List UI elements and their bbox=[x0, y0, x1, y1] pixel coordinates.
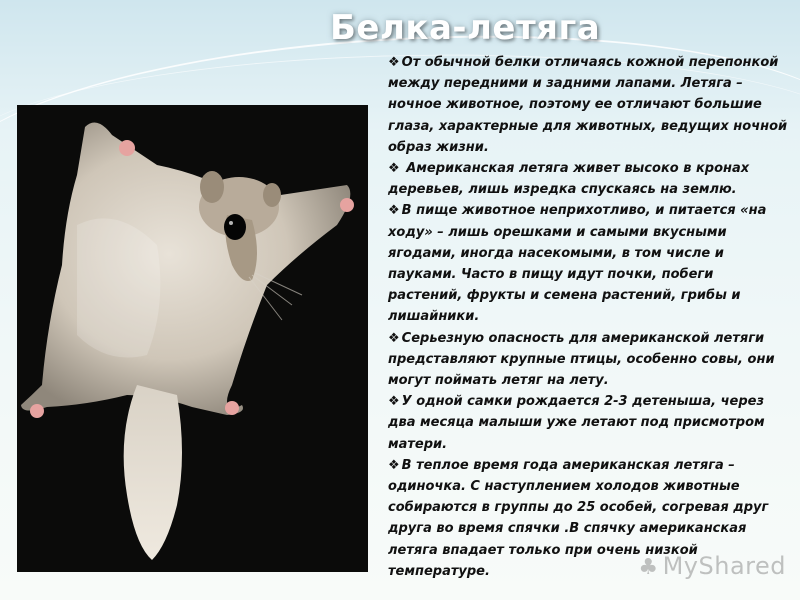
watermark: ♣ MyShared bbox=[638, 552, 786, 580]
diamond-bullet-icon: ❖ bbox=[388, 203, 400, 219]
paragraph-6: ❖ В теплое время года американская летяга – одиночка. С наступлением холодов животные собираются в группы до 25 особей, согревая друг друга во время спячки .В спячку американская летяга впадает только при очень низкой температуре. bbox=[388, 457, 769, 579]
description-text bbox=[388, 52, 792, 582]
flying-squirrel-photo bbox=[17, 105, 368, 572]
diamond-bullet-icon: ❖ bbox=[388, 394, 400, 410]
diamond-bullet-icon: ❖ bbox=[388, 55, 400, 70]
tree-icon: ♣ bbox=[638, 555, 659, 580]
diamond-bullet-icon: ❖ bbox=[388, 330, 400, 346]
paragraph-3: ❖ В пище животное неприхотливо, и питается «на ходу» – лишь орешками и самыми вкусными ягодами, иногда насекомыми, в том числе и пауками. Часто в пищу идут почки, побеги растений, фрукты и семена растений, грибы и лишайники. bbox=[388, 203, 767, 325]
paragraph-2: ❖ Американская летяга живет высоко в кронах деревьев, лишь изредка спускаясь на землю. bbox=[388, 161, 750, 198]
paragraph-5: ❖ У одной самки рождается 2-3 детеныша, через два месяца малыши уже летают под присмотром матери. bbox=[388, 394, 765, 452]
slide-title: Белка-летяга bbox=[330, 8, 601, 48]
diamond-bullet-icon: ❖ bbox=[388, 457, 400, 473]
paragraph-4: ❖ Серьезную опасность для американской летяги представляют крупные птицы, особенно совы, они могут поймать летяг на лету. bbox=[388, 330, 775, 389]
diamond-bullet-icon: ❖ bbox=[388, 161, 400, 177]
paragraph-1: ❖ От обычной белки отличаясь кожной перепонкой между передними и задними лапами. Летяга – ночное животное, поэтому ее отличают большие глаза, характерные для животных, ведущих ночной образ жизни. bbox=[388, 55, 788, 155]
